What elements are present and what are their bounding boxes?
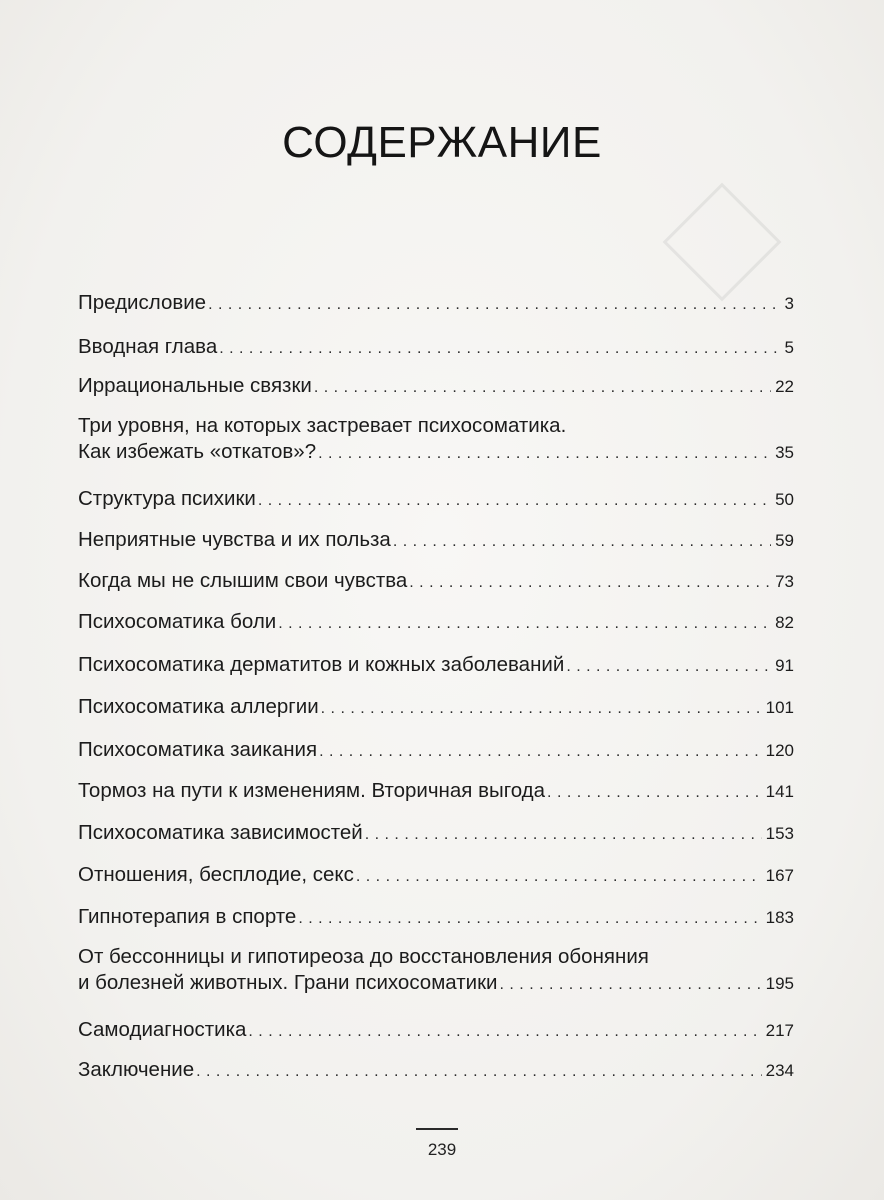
toc-entry-row: [78, 486, 794, 513]
toc-entry-row: [78, 694, 794, 721]
toc-entry-title: Тормоз на пути к изменениям. Вторичная выгода: [78, 779, 546, 802]
dot-leader: [314, 373, 771, 393]
dot-leader: [566, 652, 771, 672]
dot-leader: [321, 694, 762, 714]
toc-entry-page: 59: [775, 531, 794, 550]
dot-leader: [318, 439, 771, 459]
dot-leader: [365, 820, 762, 840]
dot-leader: [219, 334, 780, 354]
toc-entry-row: [78, 862, 794, 889]
toc-entry-page: 73: [775, 572, 794, 591]
toc-entry-row: [78, 652, 794, 679]
dot-leader: [196, 1057, 762, 1077]
toc-entry-row: [78, 527, 794, 554]
toc-entry-title: Психосоматика зависимостей: [78, 821, 363, 844]
bleed-through-badge: [663, 183, 782, 302]
toc-entry: [78, 486, 794, 513]
toc-entry-title: Неприятные чувства и их польза: [78, 528, 391, 551]
toc-entry: [78, 737, 794, 764]
page-number: 239: [427, 1140, 457, 1159]
toc-entry-row: [78, 334, 794, 361]
dot-leader: [248, 1017, 761, 1037]
toc-entry-title: Как избежать «откатов»?: [78, 440, 317, 463]
toc-entry: [78, 334, 794, 361]
toc-entry-row: [78, 904, 794, 931]
page-title: СОДЕРЖАНИЕ: [282, 118, 602, 167]
toc-entry-title: Структура психики: [78, 487, 256, 510]
toc-entry-page: 82: [775, 613, 794, 632]
toc-entry-page: 234: [765, 1061, 794, 1080]
dot-leader: [393, 527, 771, 547]
toc-entry-page: 217: [765, 1021, 794, 1040]
toc-entry: [78, 290, 794, 317]
toc-entry-title: Психосоматика боли: [78, 610, 277, 633]
dot-leader: [356, 862, 762, 882]
toc-entry-title: и болезней животных. Грани психосоматики: [78, 971, 498, 994]
toc-entry-page: 153: [765, 824, 794, 843]
toc-entry-title: Когда мы не слышим свои чувства: [78, 569, 408, 592]
dot-leader: [278, 609, 771, 629]
toc-entry-page: 22: [775, 377, 794, 396]
page-number-rule: [416, 1128, 458, 1130]
toc-entry-page: 3: [784, 294, 794, 313]
toc-entry-page: 35: [775, 443, 794, 462]
toc-entry-title: Иррациональные связки: [78, 374, 312, 397]
toc-entry: [78, 820, 794, 847]
toc-entry: [78, 944, 794, 997]
toc-entry-row: [78, 568, 794, 595]
toc-entry: [78, 413, 794, 466]
toc-entry-title: Психосоматика дерматитов и кожных заболеваний: [78, 653, 565, 676]
toc-entry-title: Гипнотерапия в спорте: [78, 905, 297, 928]
toc-entry: [78, 778, 794, 805]
dot-leader: [208, 290, 780, 310]
toc-entry-row: [78, 1057, 794, 1084]
toc-entry-title: Психосоматика аллергии: [78, 695, 319, 718]
toc-entry: [78, 904, 794, 931]
toc-entry-page: 183: [765, 908, 794, 927]
toc-entry-title-line: От бессонницы и гипотиреоза до восстановления обоняния: [78, 945, 649, 968]
toc-entry-page: 50: [775, 490, 794, 509]
toc-entry-title: Вводная глава: [78, 335, 218, 358]
toc-entry-page: 101: [765, 698, 794, 717]
toc-entry-title-line: Три уровня, на которых застревает психосоматика.: [78, 414, 567, 437]
toc-entry: [78, 652, 794, 679]
toc-entry-row: [78, 290, 794, 317]
dot-leader: [258, 486, 771, 506]
toc-entry: [78, 609, 794, 636]
toc-entry: [78, 862, 794, 889]
toc-entry-row: [78, 439, 794, 466]
dot-leader: [298, 904, 761, 924]
toc-entry-row: [78, 1017, 794, 1044]
toc-entry-page: 195: [765, 974, 794, 993]
toc-entry-page: 5: [784, 338, 794, 357]
toc-entry-page: 167: [765, 866, 794, 885]
toc-entry: [78, 1017, 794, 1044]
toc-entry-title: Отношения, бесплодие, секс: [78, 863, 354, 886]
toc-entry: [78, 1057, 794, 1084]
toc-entry-page: 141: [765, 782, 794, 801]
toc-entry-title: Психосоматика заикания: [78, 738, 318, 761]
toc-entry-row: [78, 820, 794, 847]
toc-entry: [78, 527, 794, 554]
toc-entry-page: 120: [765, 741, 794, 760]
toc-entry-row: [78, 970, 794, 997]
toc-entry-row: [78, 778, 794, 805]
toc-entry: [78, 568, 794, 595]
toc-entry-title: Заключение: [78, 1058, 195, 1081]
dot-leader: [547, 778, 762, 798]
toc-entry: [78, 694, 794, 721]
toc-entry-title: Предисловие: [78, 291, 207, 314]
dot-leader: [409, 568, 771, 588]
toc-entry-title: Самодиагностика: [78, 1018, 247, 1041]
dot-leader: [500, 970, 762, 990]
toc-entry-row: [78, 609, 794, 636]
toc-entry-page: 91: [775, 656, 794, 675]
toc-entry-row: [78, 373, 794, 400]
dot-leader: [319, 737, 762, 757]
toc-entry: [78, 373, 794, 400]
toc-entry-row: [78, 737, 794, 764]
